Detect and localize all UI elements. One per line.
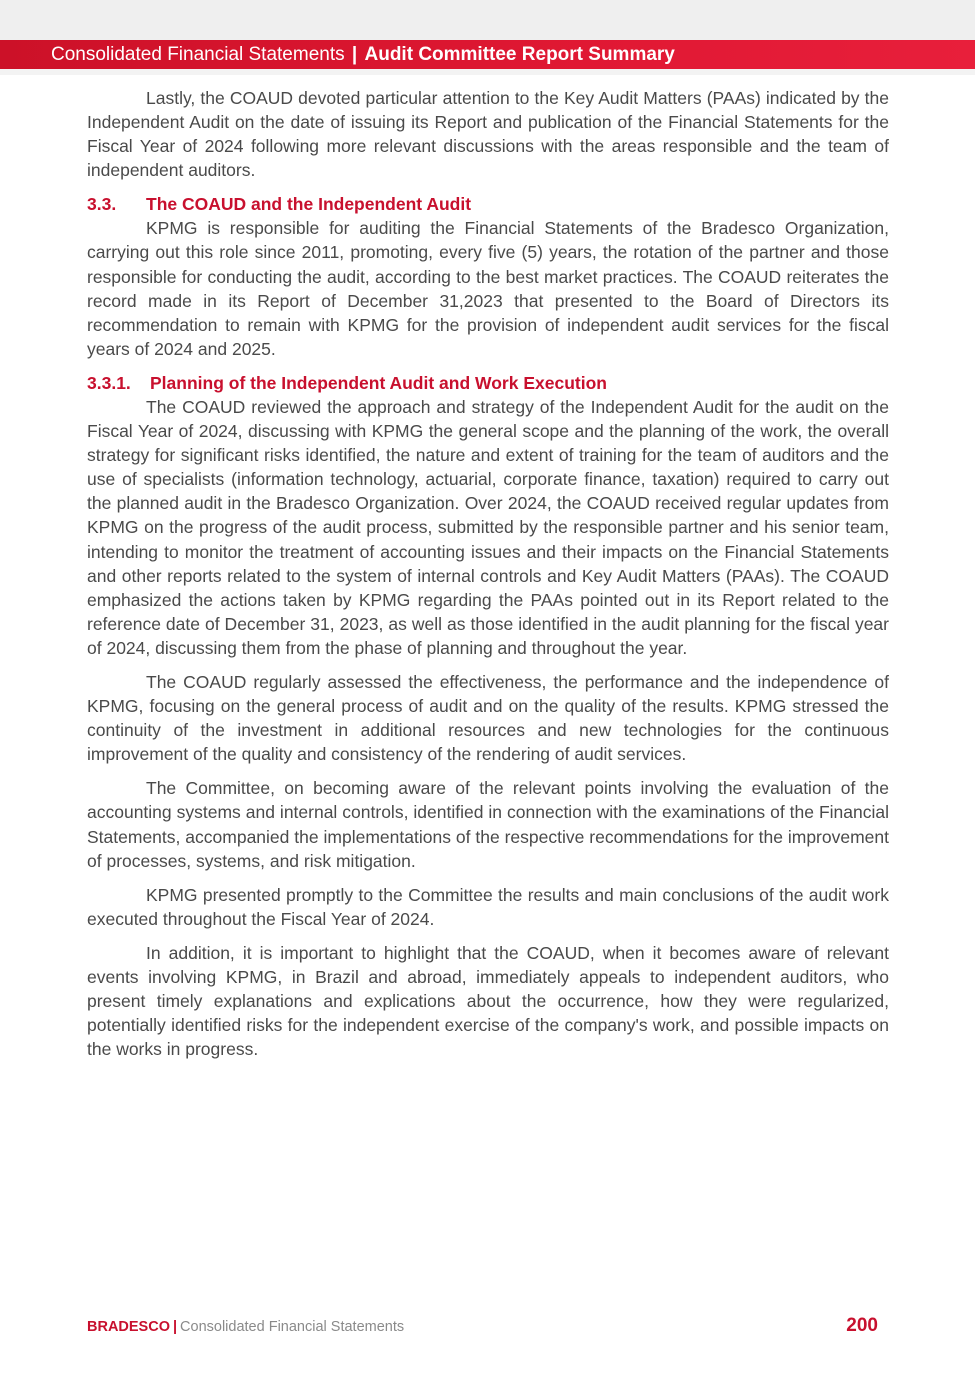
footer-separator: | — [172, 1319, 178, 1335]
section-title: The COAUD and the Independent Audit — [146, 194, 472, 215]
header-separator: | — [351, 44, 358, 65]
intro-paragraph: Lastly, the COAUD devoted particular attention to the Key Audit Matters (PAAs) indicated by the Independent Audit on the date of issuing its Report and publication of the Financial Statements for the Fiscal Year of 2024 following more relevant discussions with the areas responsible and the team of independent auditors. — [87, 88, 889, 181]
section-3-3-1-paragraph: The Committee, on becoming aware of the relevant points involving the evaluation of the accounting systems and internal controls, identified in connection with the examinations of the Financial Statements, accompanied the implementations of the respective recommendations for the improvement of processes, systems, and risk mitigation. — [87, 778, 889, 871]
header-left-title: Consolidated Financial Statements — [51, 44, 345, 65]
section-3-3-1-paragraph: In addition, it is important to highlight that the COAUD, when it becomes aware of relevant events involving KPMG, in Brazil and abroad, immediately appeals to independent auditors, who present timely explanations and explications about the occurrence, how they were regularized, potentially identified risks for the independent exercise of the company's work, and possible impacts on the works in progress. — [87, 942, 889, 1060]
section-heading-3-3 — [87, 192, 889, 216]
header-shadow — [0, 69, 975, 75]
footer — [87, 1317, 404, 1337]
header-right-title: Audit Committee Report Summary — [364, 44, 675, 65]
footer-document-title: Consolidated Financial Statements — [180, 1319, 405, 1335]
section-3-3-1-paragraph: The COAUD regularly assessed the effectiveness, the performance and the independence of KPMG, focusing on the general process of audit and on the quality of the results. KPMG stressed the continuity of the investment in additional resources and new technologies for the continuous improvement of the quality and consistency of the rendering of audit services. — [87, 671, 889, 765]
footer-brand: BRADESCO — [87, 1319, 170, 1335]
section-3-3-1-paragraph: The COAUD reviewed the approach and strategy of the Independent Audit for the audit on the Fiscal Year of 2024, discussing with KPMG the general scope and the planning of the work, the overall strategy for significant risks identified, the nature and extent of training for the team of auditors and the use of specialists (information technology, actuarial, corporate finance, taxation) required to carry out the planned audit in the Bradesco Organization. Over 2024, the COAUD received regular updates from KPMG on the progress of the audit process, submitted by the responsible partner and his senior team, intending to monitor the treatment of accounting issues and their impacts on the Financial Statements and other reports related to the system of internal controls and Key Audit Matters (PAAs). The COAUD emphasized the actions taken by KPMG regarding the PAAs pointed out in its Report related to the reference date of December 31, 2023, as well as those identified in the audit planning for the fiscal year of 2024, discussing them from the phase of planning and throughout the year. — [87, 396, 889, 658]
section-number: 3.3.1. — [87, 372, 131, 393]
section-number: 3.3. — [87, 194, 117, 215]
section-title: Planning of the Independent Audit and Work Execution — [150, 372, 607, 393]
page-content — [87, 86, 889, 1071]
section-3-3-paragraph: KPMG is responsible for auditing the Financial Statements of the Bradesco Organization, carrying out this role since 2011, promoting, every five (5) years, the rotation of the partner and those responsible for conducting the audit, according to the best market practices. The COAUD reiterates the record made in its Report of December 31,2023 that presented to the Board of Directors its recommendation to remain with KPMG for the provision of independent audit services for the fiscal years of 2024 and 2025. — [87, 218, 889, 359]
section-heading-3-3-1 — [87, 371, 889, 395]
header-title — [51, 40, 675, 69]
top-band — [0, 0, 975, 40]
page-number: 200 — [846, 1315, 878, 1336]
section-3-3-1-paragraph: KPMG presented promptly to the Committee the results and main conclusions of the audit work executed throughout the Fiscal Year of 2024. — [87, 884, 889, 929]
header-bar — [0, 40, 975, 69]
